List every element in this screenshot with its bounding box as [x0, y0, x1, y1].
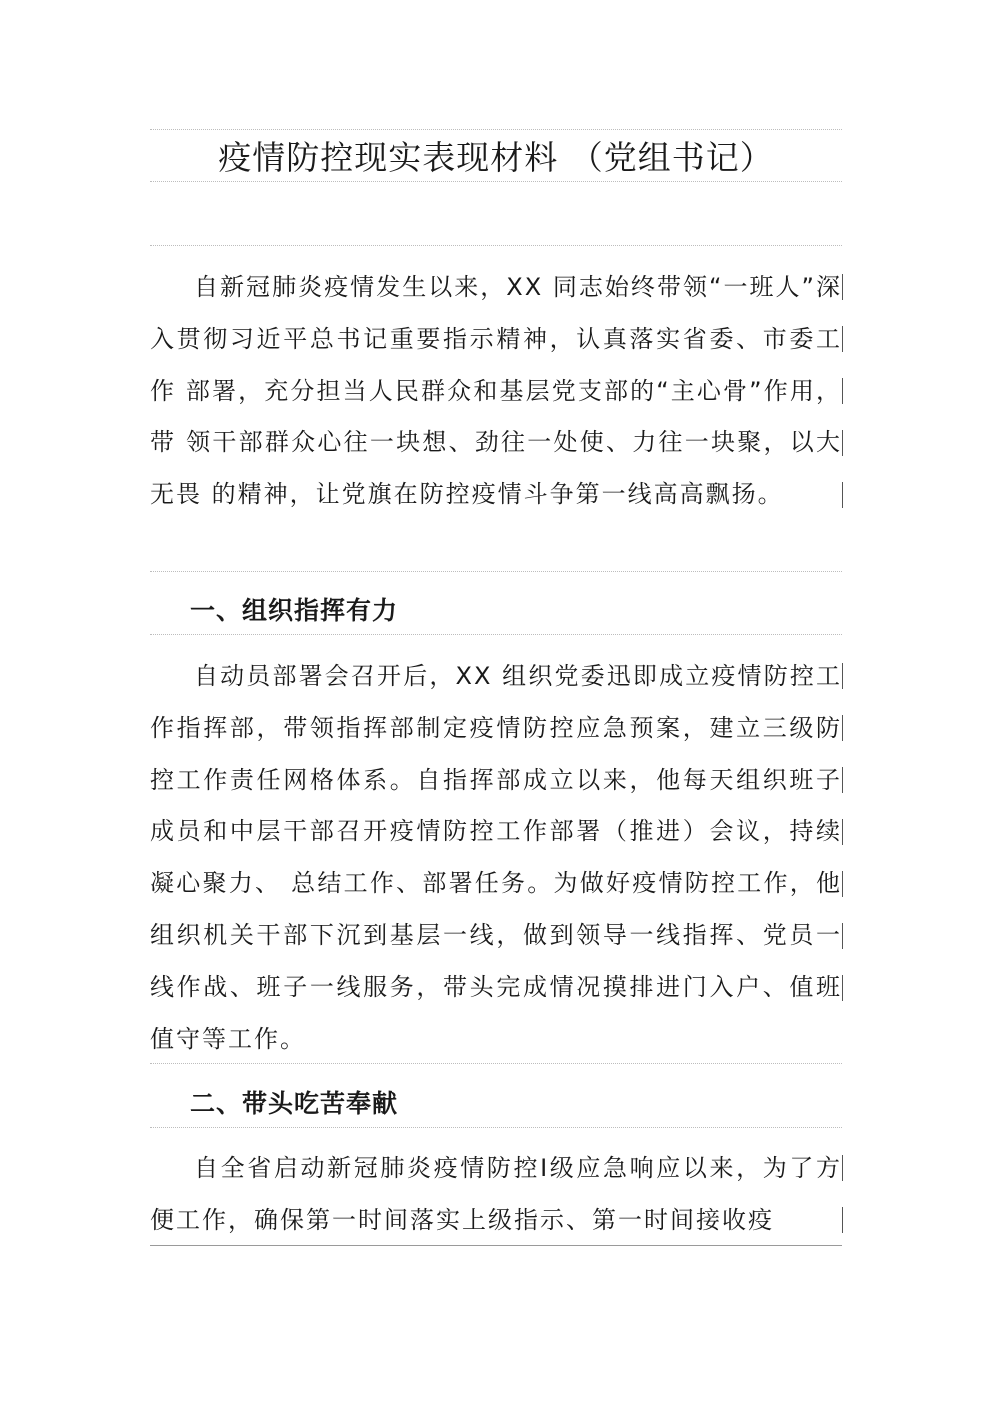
line-marker: [842, 1207, 843, 1233]
line-marker: [842, 326, 843, 352]
title-top-rule: [150, 129, 842, 130]
section-rule: [150, 1063, 842, 1064]
title-bottom-rule: [150, 181, 842, 182]
page-title: 疫情防控现实表现材料 （党组书记）: [218, 138, 774, 177]
section-body-2: 自全省启动新冠肺炎疫情防控Ⅰ级应急响应以来，为了方便工作，确保第一时间落实上级指示、第一时间接收疫: [150, 1154, 842, 1234]
page-bottom-rule: [150, 1245, 842, 1246]
line-marker: [842, 274, 843, 300]
line-marker: [842, 430, 843, 456]
line-marker: [842, 1155, 843, 1181]
line-marker: [842, 923, 843, 949]
line-marker: [842, 663, 843, 689]
line-marker: [842, 819, 843, 845]
line-marker: [842, 871, 843, 897]
intro-paragraph: 自新冠肺炎疫情发生以来，XX 同志始终带领“一班人”深入贯彻习近平总书记重要指示精神，认真落实省委、市委工作 部署，充分担当人民群众和基层党支部的“主心骨”作用，带 领干部群众心往一块想、劲往一处使、力往一块聚，以大无畏 的精神，让党旗在防控疫情斗争第一线高高飘扬。: [150, 273, 842, 509]
section-body-1: 自动员部署会召开后，XX 组织党委迅即成立疫情防控工作指挥部，带领指挥部制定疫情防控应急预案，建立三级防控工作责任网格体系。自指挥部成立以来，他每天组织班子成员和中层干部召开疫情防控工作部署（推进）会议，持续凝心聚力、 总结工作、部署任务。为做好疫情防控工作，他组织机关干部下沉到基层一线，做到领导一线指挥、党员一线作战、班子一线服务，带头完成情况摸排进门入户、值班值守等工作。: [150, 662, 842, 1053]
line-marker: [842, 975, 843, 1001]
section-rule: [150, 1127, 842, 1128]
section-heading-2: 二、带头吃苦奉献: [190, 1089, 399, 1118]
line-marker: [842, 715, 843, 741]
section-heading-1: 一、组织指挥有力: [190, 596, 399, 625]
line-marker: [842, 767, 843, 793]
line-marker: [842, 378, 843, 404]
intro-top-rule: [150, 245, 842, 246]
line-marker: [842, 482, 843, 508]
section-rule: [150, 571, 842, 572]
section-rule: [150, 634, 842, 635]
